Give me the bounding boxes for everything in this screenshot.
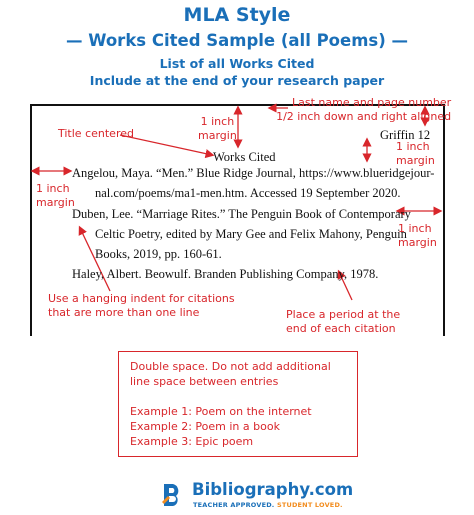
box-note-line-2: line space between entries — [130, 375, 279, 388]
page-title: MLA Style — [183, 4, 291, 26]
note-right-margin-top-line-2: margin — [396, 154, 435, 167]
note-top-margin — [198, 115, 237, 143]
note-left-margin — [36, 182, 75, 210]
note-period-line-1: Place a period at the — [286, 308, 401, 321]
note-hanging-indent — [48, 292, 235, 320]
box-example-1: Example 1: Poem on the internet — [130, 405, 312, 418]
citation-2-line-1: Duben, Lee. “Marriage Rites.” The Penguin Book of Contemporary — [72, 207, 411, 221]
citation-1-line-1: Angelou, Maya. “Men.” Blue Ridge Journal, https://www.blueridgejour- — [72, 166, 435, 180]
note-last-name-page — [276, 96, 452, 124]
note-period — [286, 308, 400, 336]
note-right-margin — [398, 222, 437, 250]
box-note-line-1: Double space. Do not add additional — [130, 360, 331, 373]
note-left-margin-line-1: 1 inch — [36, 182, 70, 195]
note-title-centered: Title centered — [58, 127, 134, 140]
box-example-3: Example 3: Epic poem — [130, 435, 254, 448]
citation-3-line-1: Haley, Albert. Beowulf. Branden Publishing Company, 1978. — [72, 267, 379, 281]
note-period-line-2: end of each citation — [286, 322, 396, 335]
running-head: Griffin 12 — [380, 128, 431, 142]
brand-tagline — [193, 501, 343, 509]
note-hanging-line-2: that are more than one line — [48, 306, 200, 319]
note-right-margin-line-2: margin — [398, 236, 437, 249]
header-line-1: List of all Works Cited — [159, 56, 315, 71]
note-left-margin-line-2: margin — [36, 196, 75, 209]
citation-2-line-3: Books, 2019, pp. 160-61. — [95, 247, 222, 261]
note-last-name-line-2: 1/2 inch down and right aligned — [276, 110, 452, 123]
brand-name: Bibliography.com — [192, 480, 354, 499]
page-subtitle: — Works Cited Sample (all Poems) — — [65, 31, 409, 50]
note-top-margin-line-2: margin — [198, 129, 237, 142]
note-right-margin-top-line-1: 1 inch — [396, 140, 430, 153]
note-last-name-line-1: Last name and page number — [292, 96, 452, 109]
works-cited-heading: Works Cited — [213, 150, 276, 164]
bibliography-logo-icon — [160, 481, 186, 507]
note-right-margin-top — [396, 140, 435, 168]
citation-2-line-2: Celtic Poetry, edited by Mary Gee and Felix Mahony, Penguin — [95, 227, 407, 241]
note-top-margin-line-1: 1 inch — [200, 115, 235, 128]
tagline-student-loved: STUDENT LOVED. — [276, 501, 343, 509]
tagline-teacher-approved: TEACHER APPROVED. — [193, 501, 275, 509]
box-example-2: Example 2: Poem in a book — [130, 420, 280, 433]
note-hanging-line-1: Use a hanging indent for citations — [48, 292, 235, 305]
header-line-2: Include at the end of your research paper — [89, 73, 385, 88]
citation-1-line-2: nal.com/poems/ma1-men.htm. Accessed 19 September 2020. — [95, 186, 401, 200]
note-right-margin-line-1: 1 inch — [398, 222, 432, 235]
